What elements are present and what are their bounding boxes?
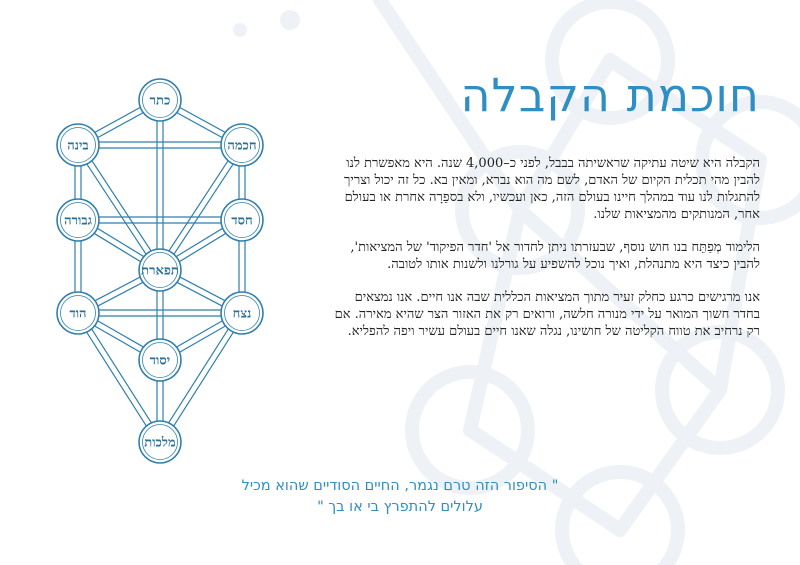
sefira-node [139, 339, 181, 381]
sefira-label: בינה [67, 138, 89, 154]
paragraph: הקבלה היא שיטה עתיקה שראשיתה בבבל, לפני כ–4,000 שנה. היא מאפשרת לנו להבין מהי תכלית הקיום של האדם, לשם מה הוא נברא, ומאין בא. כל זה יכול וצריך להתגלות לנו עוד במהלך חיינו בעולם הזה, כאן ועכשיו, ולא בספֵרָה אחרת או בעולם אחר, המנותקים מהמציאות שלנו. [344, 156, 760, 222]
sefira-label: הוד [69, 306, 87, 322]
tree-of-life-diagram [40, 60, 280, 470]
sefira-node [139, 421, 181, 463]
sefira-node [139, 249, 181, 291]
tree-path-line [75, 315, 157, 444]
page-title: חוכמת הקבלה [460, 68, 760, 122]
sefira-label: גבורה [64, 213, 92, 229]
sefira-label: חסד [231, 213, 253, 229]
sefira-label: מלכות [144, 435, 176, 451]
closing-quote [120, 476, 680, 518]
paragraph: הלימוד מְפַתֵּח בנו חוש נוסף, שבעזרתו ניתן לחדור אל 'חדר הפיקוד' של המציאות', להבין כיצד היא מתנהלת, ואיך נוכל להשפיע על גורלנו ולשנות אותו לטובה. [350, 240, 760, 272]
sefira-node [57, 199, 99, 241]
sefira-node [221, 199, 263, 241]
sefira-label: נצח [232, 306, 252, 322]
article-body [330, 155, 760, 356]
sefira-node [221, 124, 263, 166]
quote-line: עלולים להתפרץ בי או בך " [317, 499, 483, 515]
tree-path-line [163, 315, 245, 444]
sefira-node [57, 124, 99, 166]
sefira-label: יסוד [149, 353, 171, 369]
sefira-label: תפארת [141, 263, 179, 279]
sefira-node [57, 292, 99, 334]
quote-line: " הסיפור הזה טרם נגמר, החיים הסודיים שהוא מכיל [241, 478, 559, 494]
sefira-label: כתר [149, 93, 171, 109]
sefira-node [221, 292, 263, 334]
sefira-node [139, 79, 181, 121]
paragraph: אנו מרגישים כרגע כחלק זעיר מתוך המציאות הכללית שבה אנו חיים. אנו נמצאים בחדר חשוך המואר על ידי מנורה חלשה, ורואים רק את האזור הצר שהיא מאירה. אם רק נרחיב את טווח הקליטה של חושינו, נגלה שאנו חיים בעולם עשיר ויפה להפליא. [334, 290, 760, 339]
sefira-label: חכמה [227, 138, 257, 154]
